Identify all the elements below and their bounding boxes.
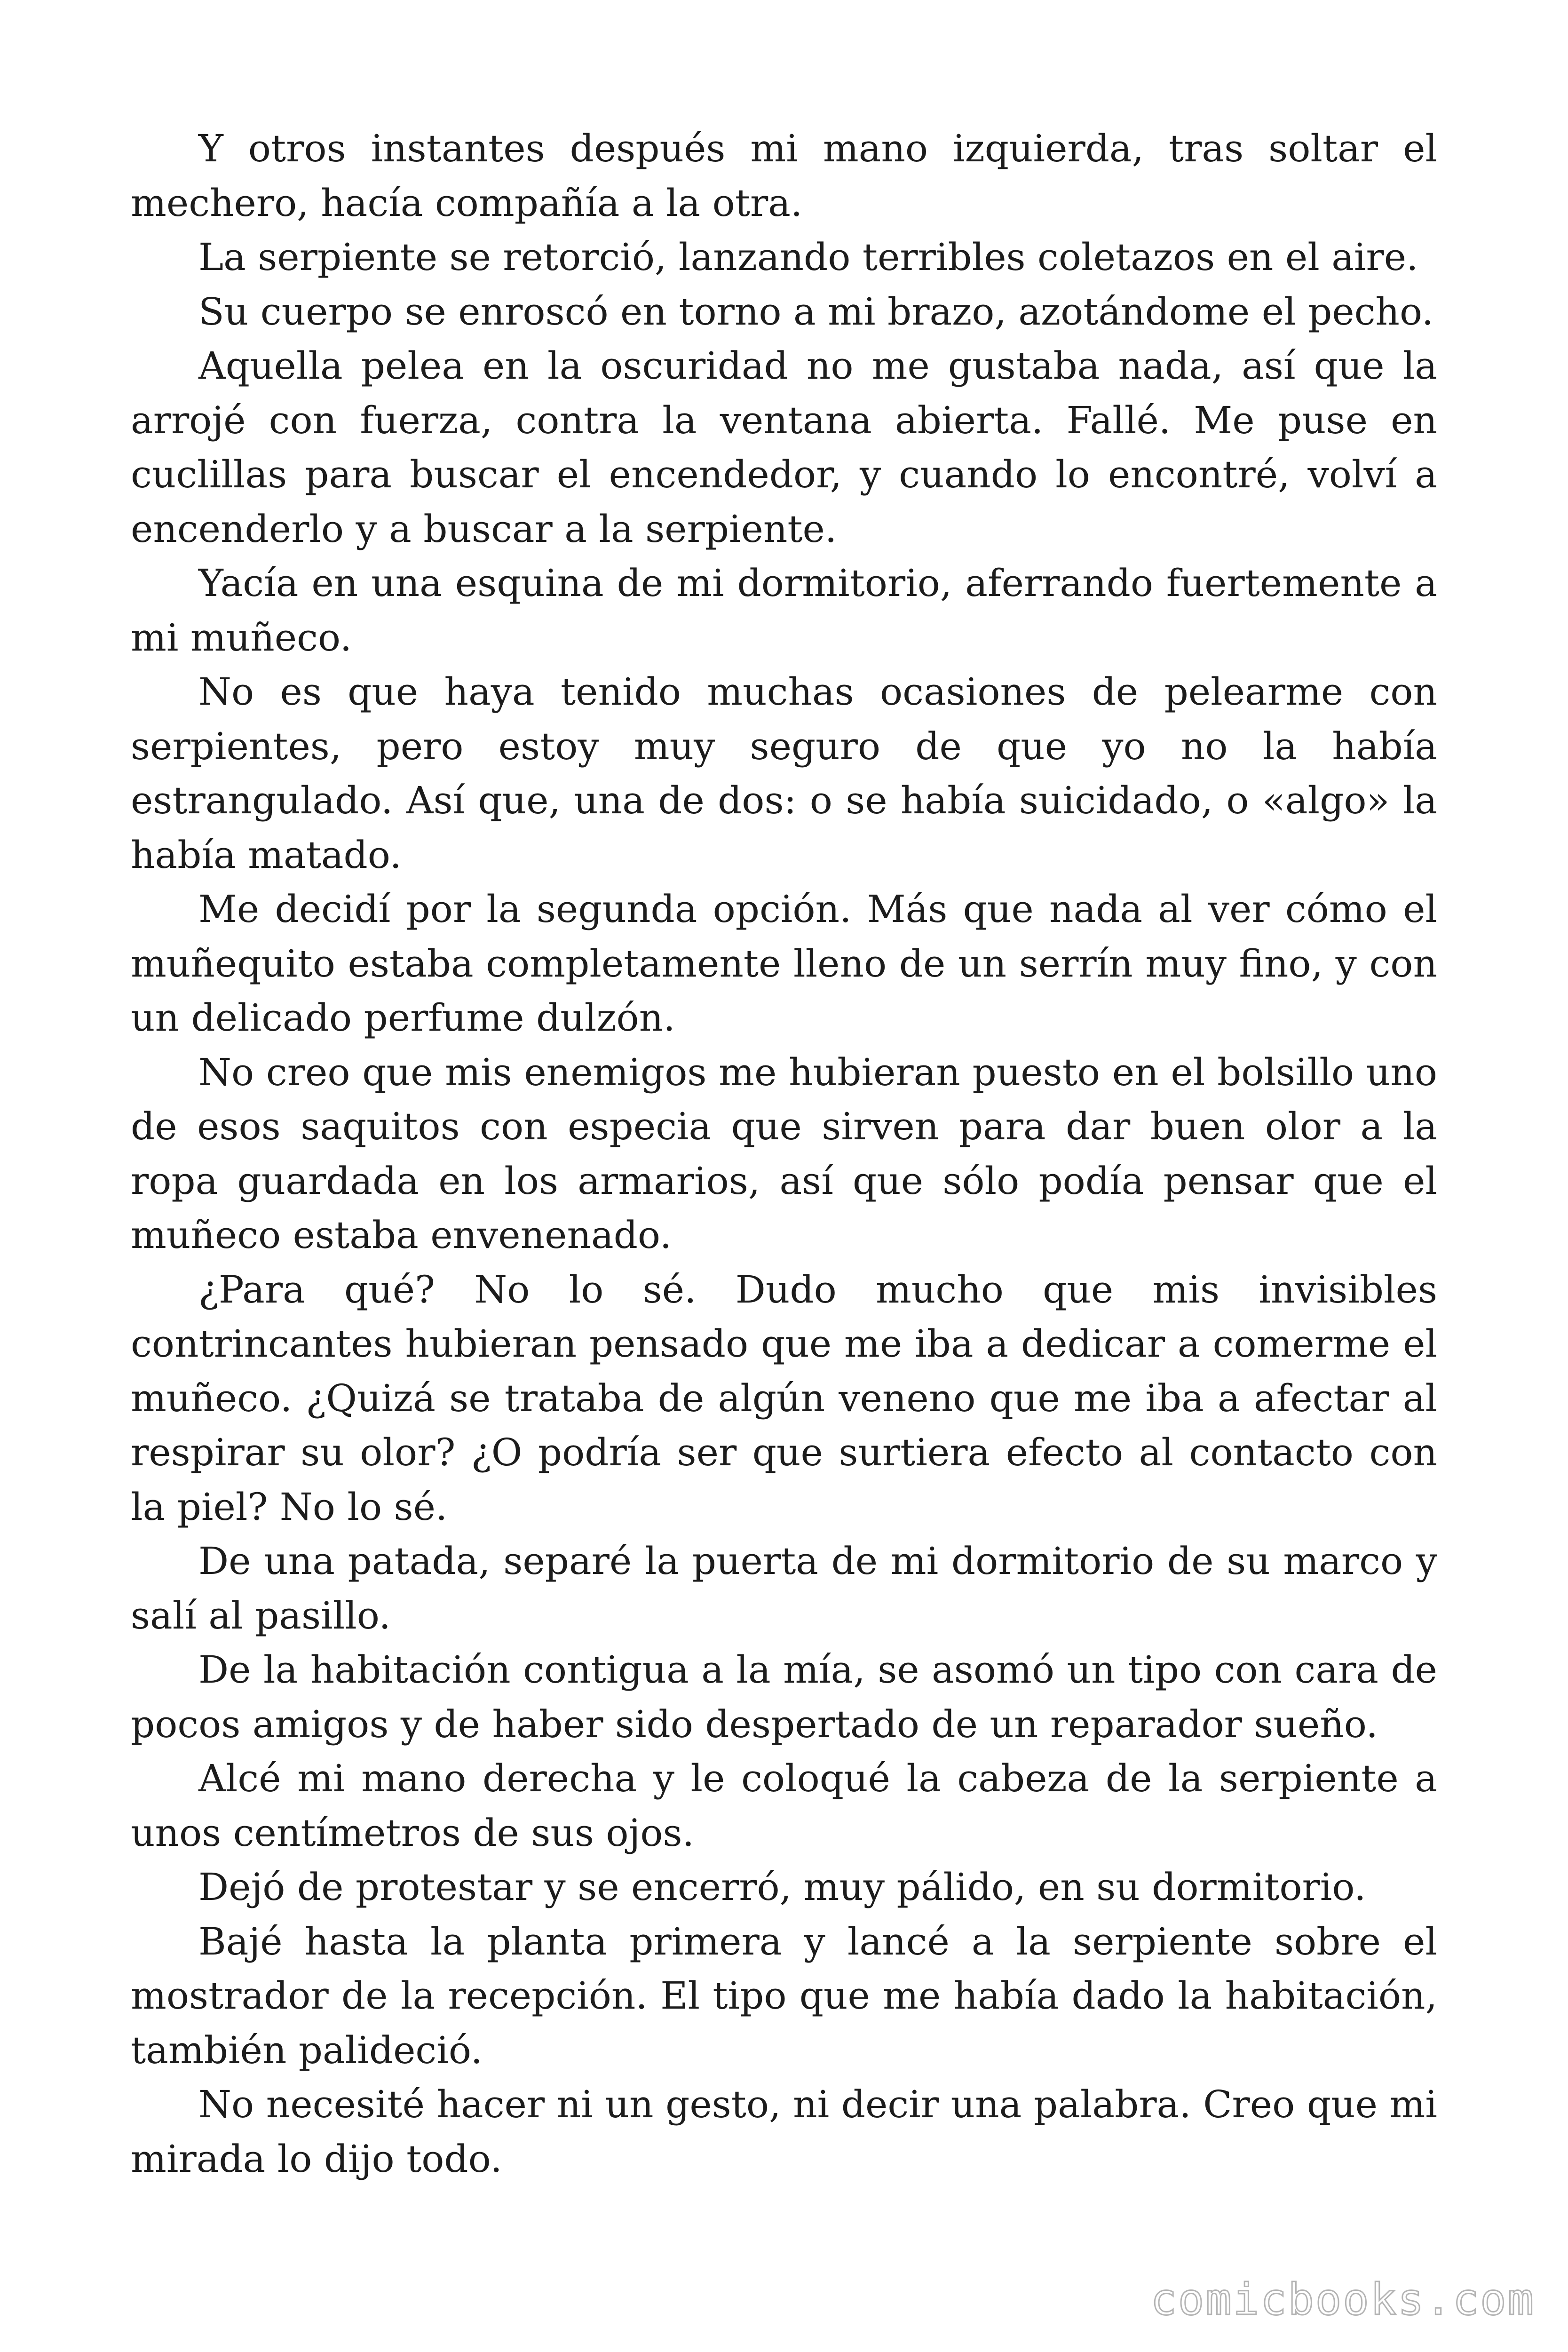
watermark: comicbooks.com	[1150, 2274, 1535, 2325]
body-text	[131, 121, 1437, 2186]
paragraph: De una patada, separé la puerta de mi dormitorio de su marco y salí al pasillo.	[131, 1539, 1437, 1637]
paragraph: No creo que mis enemigos me hubieran puesto en el bolsillo uno de esos saquitos con especia que sirven para dar buen olor a la ropa guardada en los armarios, así que sólo podía pensar que el muñeco estaba envenenado.	[131, 1050, 1437, 1257]
paragraph: Alcé mi mano derecha y le coloqué la cabeza de la serpiente a unos centímetros de sus ojos.	[131, 1756, 1437, 1855]
paragraph: Aquella pelea en la oscuridad no me gustaba nada, así que la arrojé con fuerza, contra la ventana abierta. Fallé. Me puse en cuclillas para buscar el encendedor, y cuando lo encontré, volví a encenderlo y a buscar a la serpiente.	[131, 344, 1437, 551]
paragraph: Yacía en una esquina de mi dormitorio, aferrando fuertemente a mi muñeco.	[131, 561, 1437, 660]
paragraph: ¿Para qué? No lo sé. Dudo mucho que mis invisibles contrincantes hubieran pensado que me iba a dedicar a comerme el muñeco. ¿Quizá se trataba de algún veneno que me iba a afectar al respirar su olor? ¿O podría ser que surtiera efecto al contacto con la piel? No lo sé.	[131, 1267, 1437, 1529]
paragraph: No es que haya tenido muchas ocasiones de pelearme con serpientes, pero estoy muy seguro de que yo no la había estrangulado. Así que, una de dos: o se había suicidado, o «algo» la había matado.	[131, 670, 1437, 877]
paragraph: De la habitación contigua a la mía, se asomó un tipo con cara de pocos amigos y de haber sido despertado de un reparador sueño.	[131, 1648, 1437, 1746]
paragraph: La serpiente se retorció, lanzando terribles coletazos en el aire.	[198, 235, 1418, 279]
paragraph: No necesité hacer ni un gesto, ni decir una palabra. Creo que mi mirada lo dijo todo.	[131, 2082, 1437, 2181]
paragraph: Bajé hasta la planta primera y lancé a la serpiente sobre el mostrador de la recepción. El tipo que me había dado la habitación, también palideció.	[131, 1919, 1437, 2072]
paragraph: Y otros instantes después mi mano izquierda, tras soltar el mechero, hacía compañía a la otra.	[131, 127, 1437, 225]
paragraph: Dejó de protestar y se encerró, muy pálido, en su dormitorio.	[198, 1865, 1366, 1909]
paragraph: Me decidí por la segunda opción. Más que nada al ver cómo el muñequito estaba completamente lleno de un serrín muy fino, y con un delicado perfume dulzón.	[131, 887, 1437, 1040]
paragraph: Su cuerpo se enroscó en torno a mi brazo, azotándome el pecho.	[198, 289, 1434, 334]
